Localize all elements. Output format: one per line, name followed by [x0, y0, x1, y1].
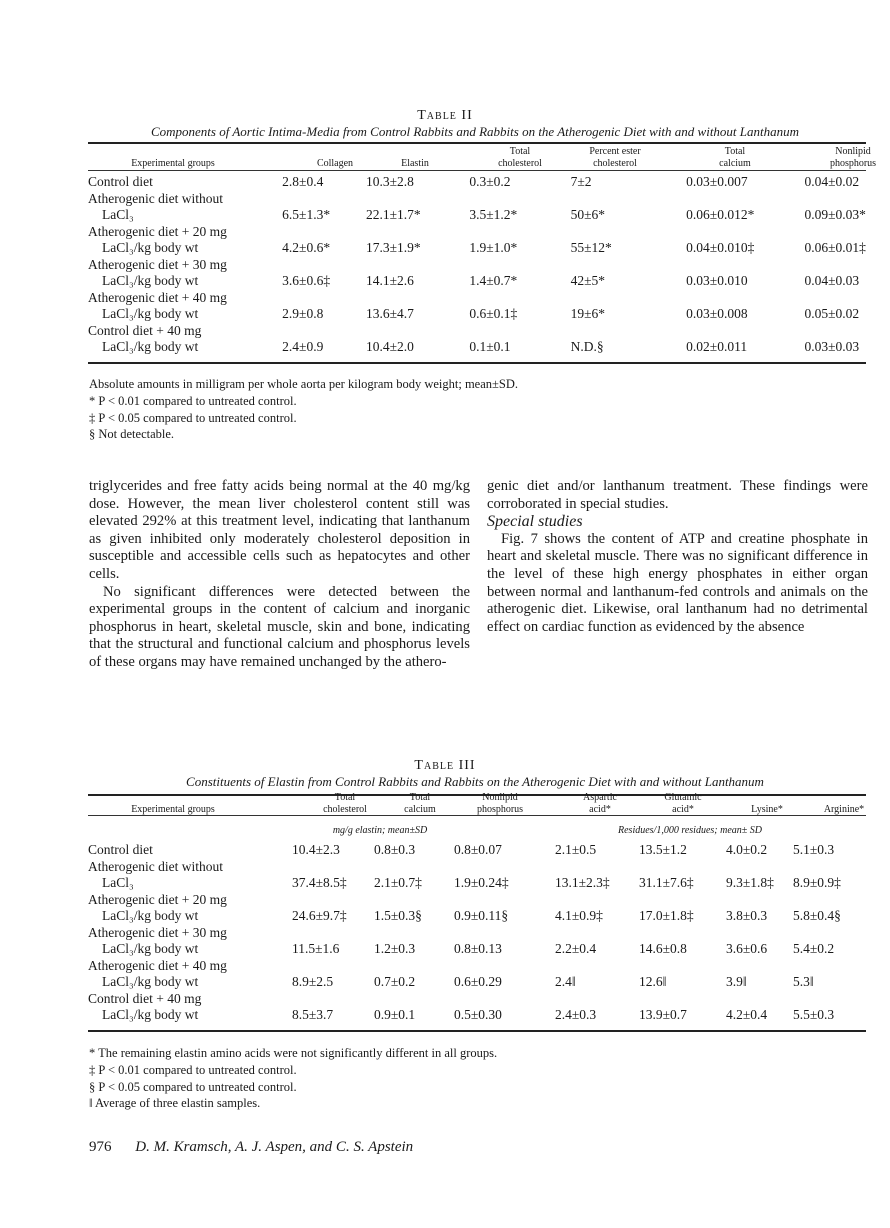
table-2-bottom-rule — [88, 362, 866, 364]
table-3-body — [88, 842, 866, 1024]
table-2-title: Table II — [417, 108, 473, 123]
table-cell: 0.03±0.007 — [686, 174, 748, 189]
paragraph: No significant differences were detected between the experimental groups in the content of calcium and inorganic phosphorus in heart, skeletal muscle, skin and bone, indicating that the structural and functional calcium and phosphorus levels of these organs may have remained unchanged by the athero- — [89, 583, 470, 670]
table-cell: 17.3±1.9* — [365, 240, 421, 255]
column-header — [445, 792, 555, 816]
table-cell: 13.9±0.7 — [639, 1007, 687, 1022]
table-cell: 0.03±0.010 — [686, 273, 748, 288]
table-cell: 0.8±0.3 — [374, 842, 416, 857]
row-label-line: Atherogenic diet + 30 mg — [88, 256, 227, 272]
table-cell: 5.3‖ — [793, 974, 814, 989]
authors: D. M. Kramsch, A. J. Aspen, and C. S. Apstein — [135, 1139, 414, 1155]
table-cell: 3.9‖ — [726, 974, 747, 989]
table-cell: 2.2±0.4 — [555, 941, 597, 956]
table-cell: 4.2±0.6* — [282, 240, 331, 255]
table-3-header-rule — [88, 815, 866, 816]
column-header-line: Aspartic — [583, 792, 617, 803]
table-cell: 13.1±2.3‡ — [555, 875, 610, 890]
table-row — [88, 323, 866, 356]
table-2-footnotes — [89, 376, 518, 443]
column-header-line: cholesterol — [323, 804, 367, 815]
column-header-line: Glutamic — [664, 792, 702, 803]
table-cell: 0.04±0.03 — [804, 273, 860, 288]
table-cell: 10.4±2.0 — [365, 339, 414, 354]
row-label-line: Control diet — [88, 174, 153, 189]
table-2-body — [88, 174, 866, 356]
column-header-line: Experimental groups — [131, 158, 215, 169]
table-cell: 2.9±0.8 — [282, 306, 324, 321]
column-header — [560, 146, 670, 170]
table-3-title: Table III — [414, 758, 476, 773]
footnote: * P < 0.01 compared to untreated control. — [89, 393, 297, 408]
table-cell: 0.02±0.011 — [686, 339, 748, 354]
table-cell: 8.9±0.9‡ — [793, 875, 841, 890]
row-label-line: Atherogenic diet + 40 mg — [88, 289, 227, 305]
table-cell: 2.8±0.4 — [282, 174, 324, 189]
table-cell: 55±12* — [570, 240, 612, 255]
column-header-line: Collagen — [316, 158, 354, 169]
table-cell: 3.5±1.2* — [469, 207, 518, 222]
table-cell: 13.6±4.7 — [365, 306, 414, 321]
row-label-line: Atherogenic diet without — [88, 858, 223, 874]
column-header-line: Lysine* — [751, 804, 783, 815]
table-cell: 8.5±3.7 — [292, 1007, 334, 1022]
row-label-line: LaCl₃/kg body wt — [102, 974, 199, 989]
table-cell: 5.4±0.2 — [793, 941, 835, 956]
row-label-line: LaCl₃ — [102, 875, 134, 890]
row-label — [88, 257, 282, 290]
column-header-line: Total — [724, 146, 746, 157]
table-cell: 50±6* — [570, 207, 606, 222]
table-cell: 5.8±0.4§ — [793, 908, 841, 923]
table-cell: 5.5±0.3 — [793, 1007, 835, 1022]
table-cell: 0.06±0.01‡ — [804, 240, 866, 255]
table-cell: 14.6±0.8 — [639, 941, 687, 956]
table-cell: 17.0±1.8‡ — [639, 908, 694, 923]
row-label — [88, 859, 292, 892]
table-cell: 2.1±0.7‡ — [374, 875, 422, 890]
table-cell: 0.05±0.02 — [804, 306, 860, 321]
table-row — [88, 174, 866, 191]
table-3-footnotes — [89, 1045, 497, 1112]
column-header-line: phosphorus — [829, 158, 877, 169]
table-cell: 12.6‖ — [639, 974, 667, 989]
table-cell: 37.4±8.5‡ — [292, 875, 347, 890]
table-cell: 0.06±0.012* — [686, 207, 755, 222]
table-cell: 6.5±1.3* — [282, 207, 331, 222]
column-header-line: calcium — [404, 804, 436, 815]
row-label — [88, 892, 292, 925]
row-label — [88, 290, 282, 323]
row-label-line: Control diet — [88, 842, 153, 857]
column-header-line: Nonlipid — [835, 146, 871, 157]
table-row — [88, 991, 866, 1024]
row-label-line: Atherogenic diet + 30 mg — [88, 924, 227, 940]
row-label — [88, 991, 292, 1024]
column-header-line: Arginine* — [823, 804, 865, 815]
table-cell: 3.6±0.6‡ — [282, 273, 331, 288]
column-header-line: Total — [334, 792, 356, 803]
table-cell: 0.03±0.03 — [804, 339, 860, 354]
table-3-bottom-rule — [88, 1030, 866, 1032]
table-cell: 3.6±0.6 — [726, 941, 768, 956]
table-cell: 3.8±0.3 — [726, 908, 768, 923]
table-3-caption: Constituents of Elastin from Control Rabbits and Rabbits on the Atherogenic Diet with and without Lanthanum — [186, 774, 764, 789]
table-cell: 10.3±2.8 — [365, 174, 414, 189]
table-row — [88, 257, 866, 290]
row-label-line: Control diet + 40 mg — [88, 322, 202, 338]
table-cell: 0.8±0.13 — [454, 941, 502, 956]
row-label — [88, 842, 292, 859]
table-row — [88, 224, 866, 257]
row-label-line: Atherogenic diet + 20 mg — [88, 223, 227, 239]
table-cell: N.D.§ — [570, 339, 604, 354]
table-cell: 13.5±1.2 — [639, 842, 687, 857]
table-cell: 0.6±0.29 — [454, 974, 502, 989]
table-row — [88, 958, 866, 991]
column-header — [360, 158, 470, 170]
table-row — [88, 191, 866, 224]
table-2-header-rule — [88, 170, 866, 171]
row-label-line: LaCl₃ — [102, 207, 134, 222]
column-header-line: Percent ester — [589, 146, 641, 157]
paragraph: triglycerides and free fatty acids being normal at the 40 mg/kg dose. However, the mean liver cholesterol content still was elevated 292% at this treatment level, indicating that lanthanum as given inhibited only moderately cholesterol deposition in susceptible and accessible cells such as hepatocytes and other cells. — [89, 478, 470, 582]
table-cell: 7±2 — [570, 174, 592, 189]
column-header — [680, 146, 790, 170]
table-cell: 14.1±2.6 — [365, 273, 414, 288]
table-cell: 5.1±0.3 — [793, 842, 835, 857]
footnote: ‡ P < 0.01 compared to untreated control. — [89, 1062, 297, 1077]
footnote: ‡ P < 0.05 compared to untreated control. — [89, 410, 297, 425]
row-label — [88, 323, 282, 356]
table-cell: 0.9±0.1 — [374, 1007, 416, 1022]
page-number: 976 — [89, 1139, 112, 1155]
table-cell: 0.8±0.07 — [454, 842, 502, 857]
column-header-line: Nonlipid — [482, 792, 518, 803]
table-cell: 0.5±0.30 — [454, 1007, 502, 1022]
table-cell: 1.4±0.7* — [469, 273, 518, 288]
column-header-line: Experimental groups — [131, 804, 215, 815]
table-cell: 19±6* — [570, 306, 606, 321]
column-header-line: cholesterol — [498, 158, 542, 169]
row-label — [88, 958, 292, 991]
table-cell: 0.04±0.010‡ — [686, 240, 755, 255]
row-label — [88, 191, 282, 224]
row-label-line: Atherogenic diet without — [88, 190, 223, 206]
footnote: Absolute amounts in milligram per whole aorta per kilogram body weight; mean±SD. — [89, 377, 518, 391]
table-cell: 42±5* — [570, 273, 606, 288]
body-left-column — [89, 478, 470, 672]
table-cell: 2.4±0.9 — [282, 339, 324, 354]
row-label-line: Control diet + 40 mg — [88, 990, 202, 1006]
footnote: ‖ Average of three elastin samples. — [89, 1096, 261, 1111]
column-header — [465, 146, 575, 170]
row-label-line: Atherogenic diet + 20 mg — [88, 891, 227, 907]
table-cell: 0.09±0.03* — [804, 207, 866, 222]
row-label-line: LaCl₃/kg body wt — [102, 306, 199, 321]
column-header-line: phosphorus — [476, 804, 524, 815]
column-header — [88, 158, 258, 170]
footnote: § P < 0.05 compared to untreated control. — [89, 1079, 297, 1094]
table-2-caption: Components of Aortic Intima-Media from Control Rabbits and Rabbits on the Atherogenic Diet with and without Lanthanum — [150, 124, 800, 139]
column-header-line: Total — [409, 792, 431, 803]
row-label-line: LaCl₃/kg body wt — [102, 273, 199, 288]
column-header-line: Total — [509, 146, 531, 157]
table-row — [88, 859, 866, 892]
column-header-line: acid* — [672, 804, 694, 815]
table-2-top-rule — [88, 142, 866, 144]
column-header-line: cholesterol — [593, 158, 637, 169]
row-label-line: LaCl₃/kg body wt — [102, 240, 199, 255]
footnote: * The remaining elastin amino acids were not significantly different in all groups. — [89, 1046, 498, 1060]
table-cell: 4.0±0.2 — [726, 842, 768, 857]
table-cell: 8.9±2.5 — [292, 974, 334, 989]
column-header-line: calcium — [719, 158, 751, 169]
table-cell: 2.1±0.5 — [555, 842, 597, 857]
row-label-line: LaCl₃/kg body wt — [102, 908, 199, 923]
table-cell: 10.4±2.3 — [292, 842, 340, 857]
units-left: mg/g elastin; mean±SD — [332, 825, 428, 836]
table-cell: 0.3±0.2 — [469, 174, 511, 189]
table-cell: 22.1±1.7* — [365, 207, 421, 222]
table-cell: 9.3±1.8‡ — [726, 875, 774, 890]
paragraph: Fig. 7 shows the content of ATP and creatine phosphate in heart and skeletal muscle. There was no significant difference in the level of these high energy phosphates in either organ between normal and lanthanum-fed controls and animals on the atherogenic diet. Likewise, oral lanthanum had no detrimental effect on cardiac function as evidenced by the absence — [487, 530, 868, 635]
table-cell: 4.1±0.9‡ — [555, 908, 603, 923]
table-cell: 11.5±1.6 — [292, 941, 340, 956]
table-cell: 0.04±0.02 — [804, 174, 860, 189]
units-right: Residues/1,000 residues; mean± SD — [618, 825, 762, 836]
row-label-line: Atherogenic diet + 40 mg — [88, 957, 227, 973]
table-cell: 0.1±0.1 — [469, 339, 511, 354]
column-header-line: Elastin — [401, 158, 429, 169]
table-row — [88, 290, 866, 323]
table-cell: 24.6±9.7‡ — [292, 908, 347, 923]
table-row — [88, 925, 866, 958]
table-cell: 0.6±0.1‡ — [469, 306, 518, 321]
table-cell: 0.7±0.2 — [374, 974, 416, 989]
section-heading: Special studies — [487, 513, 583, 531]
row-label-line: LaCl₃/kg body wt — [102, 339, 199, 354]
table-cell: 2.4‖ — [555, 974, 576, 989]
row-label-line: LaCl₃/kg body wt — [102, 1007, 199, 1022]
table-row — [88, 892, 866, 925]
table-cell: 0.9±0.11§ — [454, 908, 509, 923]
table-cell: 1.9±1.0* — [469, 240, 518, 255]
table-cell: 31.1±7.6‡ — [639, 875, 694, 890]
row-label — [88, 174, 282, 191]
page-footer — [89, 1139, 413, 1156]
table-cell: 4.2±0.4 — [726, 1007, 768, 1022]
table-cell: 1.5±0.3§ — [374, 908, 422, 923]
table-row — [88, 842, 866, 859]
body-right-column — [487, 478, 868, 636]
column-header — [798, 146, 890, 170]
table-cell: 0.03±0.008 — [686, 306, 748, 321]
table-cell: 2.4±0.3 — [555, 1007, 597, 1022]
column-header-line: acid* — [589, 804, 611, 815]
row-label-line: LaCl₃/kg body wt — [102, 941, 199, 956]
table-cell: 1.9±0.24‡ — [454, 875, 509, 890]
row-label — [88, 224, 282, 257]
footnote: § Not detectable. — [89, 427, 175, 442]
paragraph: genic diet and/or lanthanum treatment. These findings were corroborated in special studies. — [487, 478, 868, 512]
table-cell: 1.2±0.3 — [374, 941, 416, 956]
row-label — [88, 925, 292, 958]
